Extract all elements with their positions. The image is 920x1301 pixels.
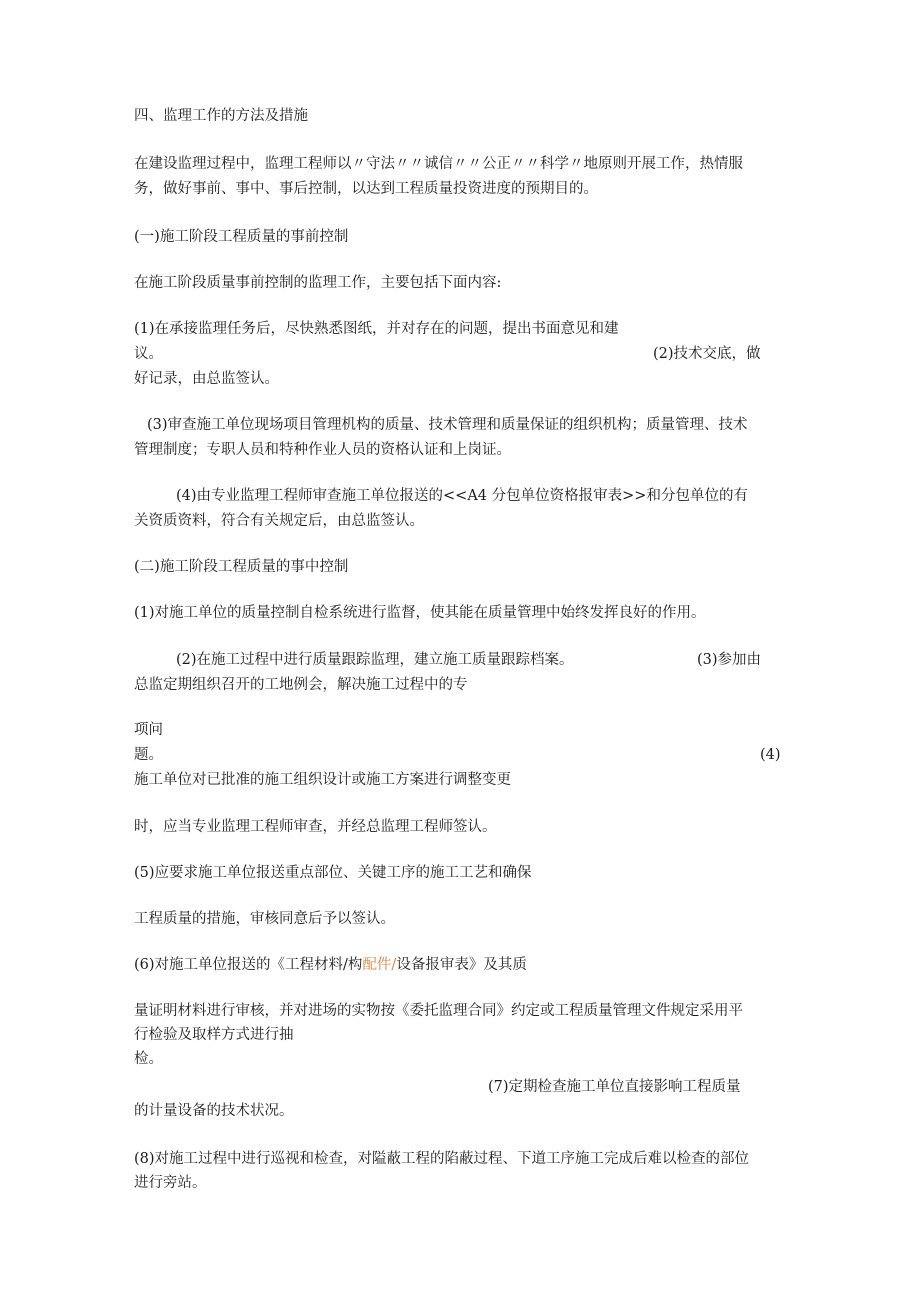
s2-item3-line-d: 题。 <box>134 747 163 763</box>
component-link[interactable]: 配件/ <box>362 957 397 973</box>
s2-item5-line-a: (5)应要求施工单位报送重点部位、关键工序的施工工艺和确保 <box>134 865 532 881</box>
s1-item4-line-2: 关资质资料，符合有关规定后，由总监签认。 <box>134 513 424 529</box>
intro-line-1: 在建设监理过程中，监理工程师以〃守法〃〃诚信〃〃公正〃〃科学〃地原则开展工作，热情服 <box>134 156 743 172</box>
s2-item3-line-b: 总监定期组织召开的工地例会，解决施工过程中的专 <box>134 677 468 693</box>
s2-item1: (1)对施工单位的质量控制自检系统进行监督，使其能在质量管理中始终发挥良好的作用。 <box>134 605 706 621</box>
s2-item3-line-c: 项问 <box>134 722 163 738</box>
s1-item1-line-a: (1)在承接监理任务后，尽快熟悉图纸，并对存在的问题，提出书面意见和建 <box>134 321 619 337</box>
s2-item6-line-a <box>134 955 527 975</box>
s2-item8-line-1: (8)对施工过程中进行巡视和检查，对隘蔽工程的陷蔽过程、下道工序施工完成后难以检查的部位 <box>134 1151 750 1167</box>
s1-item2-line-a: (2)技术交底，做 <box>653 346 761 362</box>
s2-item4-line-b: 施工单位对已批准的施工组织设计或施工方案进行调整变更 <box>134 772 511 788</box>
s2-item4-line-c: 时，应当专业监理工程师审查，并经总监理工程师签认。 <box>134 819 497 835</box>
section2-title: (二)施工阶段工程质量的事中控制 <box>134 559 349 575</box>
intro-line-2: 务，做好事前、事中、事后控制，以达到工程质量投资进度的预期目的。 <box>134 181 598 197</box>
section1-title: (一)施工阶段工程质量的事前控制 <box>134 229 349 245</box>
section1-lead: 在施工阶段质量事前控制的监理工作，主要包括下面内容: <box>134 275 502 291</box>
s2-item6-line-b: 量证明材料进行审核，并对进场的实物按《委托监理合同》约定或工程质量管理文件规定采用平 <box>134 1003 743 1019</box>
s2-item6-pre: (6)对施工单位报送的《工程材料/构 <box>134 957 363 973</box>
s1-item2-line-b: 好记录，由总监签认。 <box>134 371 279 387</box>
s2-item5-line-b: 工程质量的措施，审核同意后予以签认。 <box>134 911 395 927</box>
s1-item4-line-1: (4)由专业监理工程师审查施工单位报送的<<A4 分包单位资格报审表>>和分包单位的有 <box>176 488 748 504</box>
s2-item8-line-2: 进行旁站。 <box>134 1175 207 1191</box>
s2-item6-line-d: 检。 <box>134 1051 163 1067</box>
s2-item6-post: 设备报审表》及其质 <box>396 957 527 973</box>
s2-item7-line-b: 的计量设备的技术状况。 <box>134 1103 294 1119</box>
s2-item2: (2)在施工过程中进行质量跟踪监理，建立施工质量跟踪档案。 <box>176 652 574 668</box>
s1-item3-line-1: (3)审查施工单位现场项目管理机构的质量、技术管理和质量保证的组织机构；质量管理、技术 <box>147 417 748 433</box>
s2-item3-line-a: (3)参加由 <box>697 652 762 668</box>
s2-item7-line-a: (7)定期检查施工单位直接影响工程质量 <box>488 1079 741 1095</box>
s1-item3-line-2: 管理制度；专职人员和特种作业人员的资格认证和上岗证。 <box>134 442 511 458</box>
s2-item6-line-c: 行检验及取样方式进行抽 <box>134 1027 294 1043</box>
s1-item1-line-b: 议。 <box>134 346 163 362</box>
s2-item4-line-a: (4) <box>760 747 781 763</box>
section-heading: 四、监理工作的方法及措施 <box>134 108 308 124</box>
